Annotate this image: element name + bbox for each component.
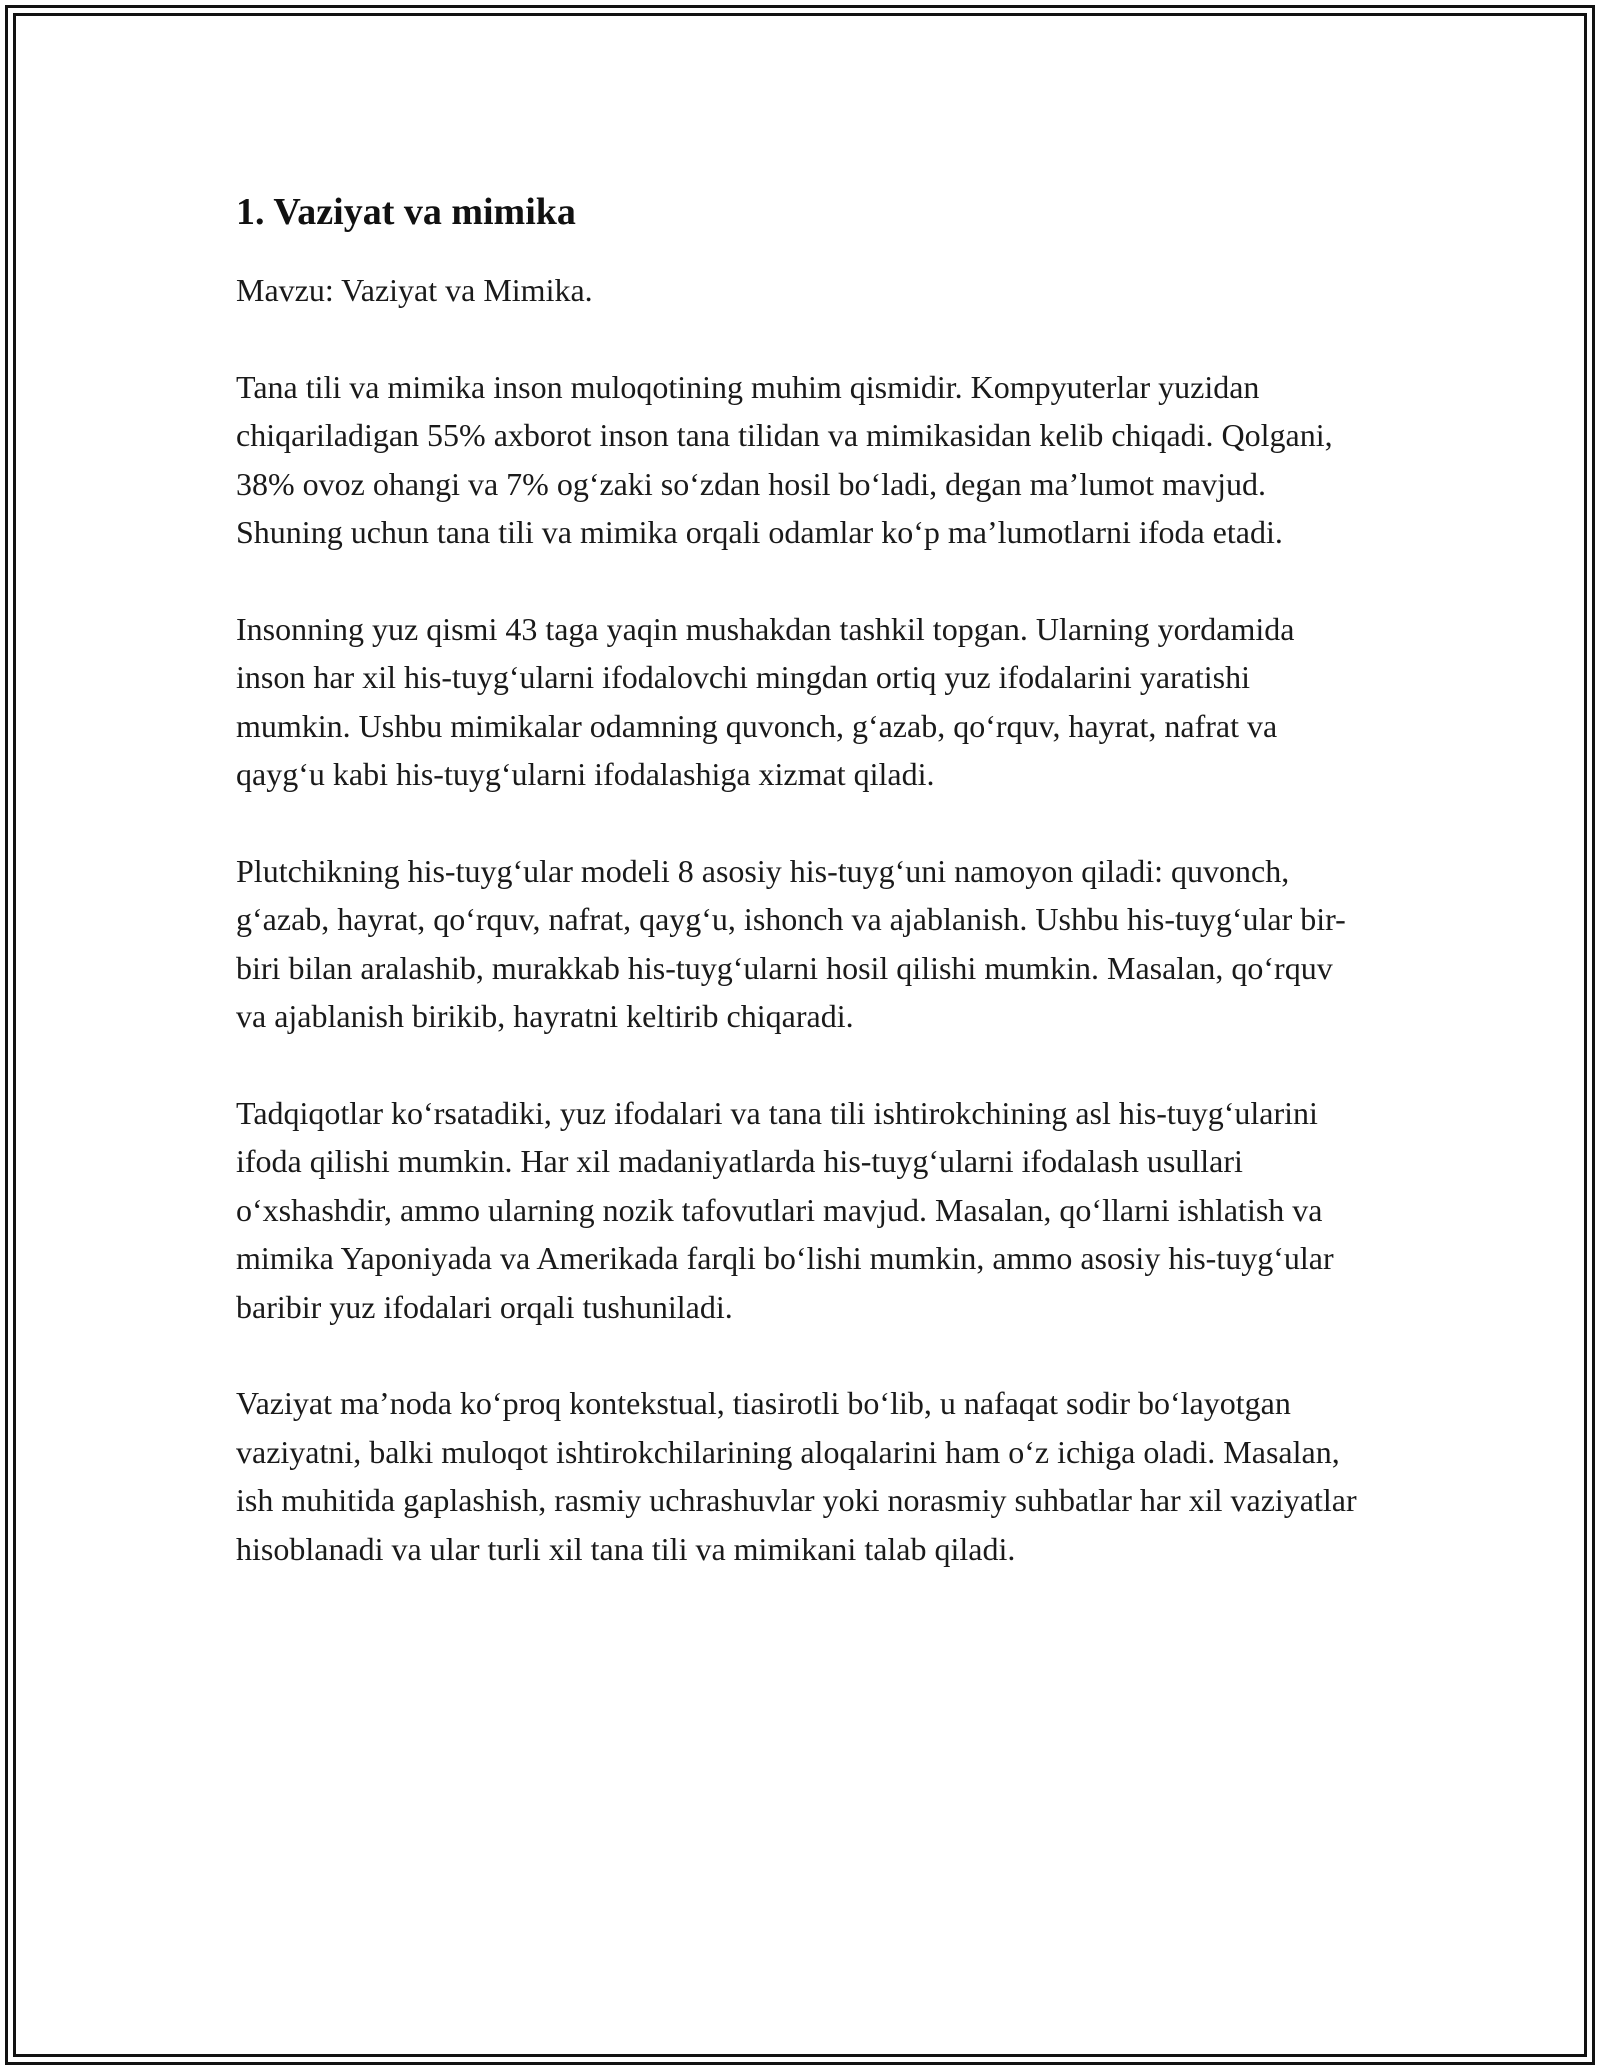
document-body: [236, 184, 1366, 1621]
paragraph-facial-muscles: Insonning yuz qismi 43 taga yaqin mushakdan tashkil topgan. Ularning yordamida inson har xil his-tuyg‘ularni ifodalovchi mingdan ortiq yuz ifodalarini yaratishi mumkin. Ushbu mimikalar odamning quvonch, g‘azab, qo‘rquv, hayrat, nafrat va qayg‘u kabi his-tuyg‘ularni ifodalashiga xizmat qiladi.: [236, 610, 1295, 792]
paragraph-plutchik-model: Plutchikning his-tuyg‘ular modeli 8 asosiy his-tuyg‘uni namoyon qiladi: quvonch, g‘azab, hayrat, qo‘rquv, nafrat, qayg‘u, ishonch va ajablanish. Ushbu his-tuyg‘ular bir-biri bilan aralashib, murakkab his-tuyg‘ularni hosil qilishi mumkin. Masalan, qo‘rquv va ajablanish birikib, hayratni keltirib chiqaradi.: [236, 852, 1346, 1034]
section-heading: 1. Vaziyat va mimika: [236, 191, 576, 233]
subject-line: Mavzu: Vaziyat va Mimika.: [236, 272, 593, 308]
paragraph-body-language: Tana tili va mimika inson muloqotining muhim qismidir. Kompyuterlar yuzidan chiqariladigan 55% axborot inson tana tilidan va mimikasidan kelib chiqadi. Qolgani, 38% ovoz ohangi va 7% og‘zaki so‘zdan hosil bo‘ladi, degan ma’lumot mavjud. Shuning uchun tana tili va mimika orqali odamlar ko‘p ma’lumotlarni ifoda etadi.: [236, 368, 1333, 550]
paragraph-situation: Vaziyat ma’noda ko‘proq kontekstual, tiasirotli bo‘lib, u nafaqat sodir bo‘layotgan vaziyatni, balki muloqot ishtirokchilarining aloqalarini ham o‘z ichiga oladi. Masalan, ish muhitida gaplashish, rasmiy uchrashuvlar yoki norasmiy suhbatlar har xil vaziyatlar hisoblanadi va ular turli xil tana tili va mimikani talab qiladi.: [236, 1385, 1357, 1567]
paragraph-research: Tadqiqotlar ko‘rsatadiki, yuz ifodalari va tana tili ishtirokchining asl his-tuyg‘ularini ifoda qilishi mumkin. Har xil madaniyatlarda his-tuyg‘ularni ifodalash usullari o‘xshashdir, ammo ularning nozik tafovutlari mavjud. Masalan, qo‘llarni ishlatish va mimika Yaponiyada va Amerikada farqli bo‘lishi mumkin, ammo asosiy his-tuyg‘ular baribir yuz ifodalari orqali tushuniladi.: [236, 1094, 1334, 1325]
